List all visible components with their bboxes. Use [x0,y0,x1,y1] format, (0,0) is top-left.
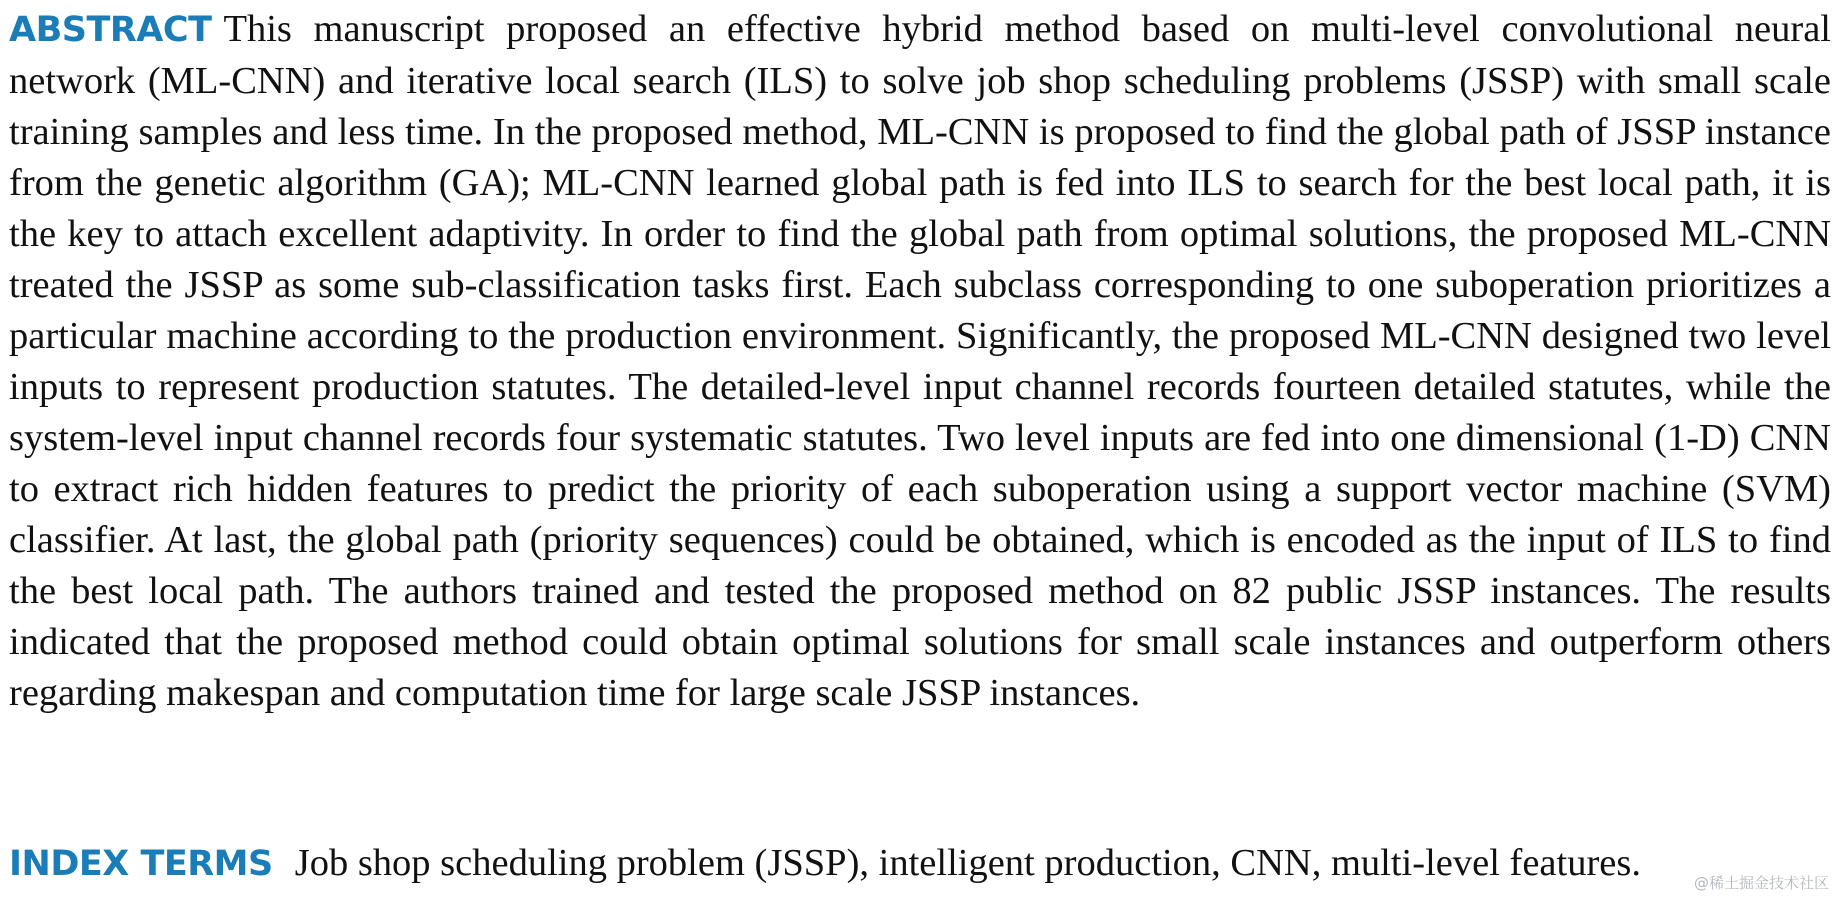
watermark: @稀土掘金技术社区 [1693,874,1829,892]
abstract-paragraph [9,4,1831,719]
abstract-heading: ABSTRACT [9,10,212,50]
index-terms-heading: INDEX TERMS [9,844,273,884]
index-terms-body: Job shop scheduling problem (JSSP), intelligent production, CNN, multi-level features. [294,842,1641,884]
abstract-body: This manuscript proposed an effective hybrid method based on multi-level convolutional neural network (ML-CNN) and iterative local search (ILS) to solve job shop scheduling problems (JSSP) with small scale training samples and less time. In the proposed method, ML-CNN is proposed to find the global path of JSSP instance from the genetic algorithm (GA); ML-CNN learned global path is fed into ILS to search for the best local path, it is the key to attach excellent adaptivity. In order to find the global path from optimal solutions, the proposed ML-CNN treated the JSSP as some sub-classification tasks first. Each subclass corresponding to one suboperation prioritizes a particular machine according to the production environment. Significantly, the proposed ML-CNN designed two level inputs to represent production statutes. The detailed-level input channel records fourteen detailed statutes, while the system-level input channel records four systematic statutes. Two level inputs are fed into one dimensional (1-D) CNN to extract rich hidden features to predict the priority of each suboperation using a support vector machine (SVM) classifier. At last, the global path (priority sequences) could be obtained, which is encoded as the input of ILS to find the best local path. The authors trained and tested the proposed method on 82 public JSSP instances. The results indicated that the proposed method could obtain optimal solutions for small scale instances and outperform others regarding makespan and computation time for large scale JSSP instances. [9,8,1831,714]
paper-abstract-section [9,4,1831,719]
index-terms-paragraph [9,838,1831,890]
